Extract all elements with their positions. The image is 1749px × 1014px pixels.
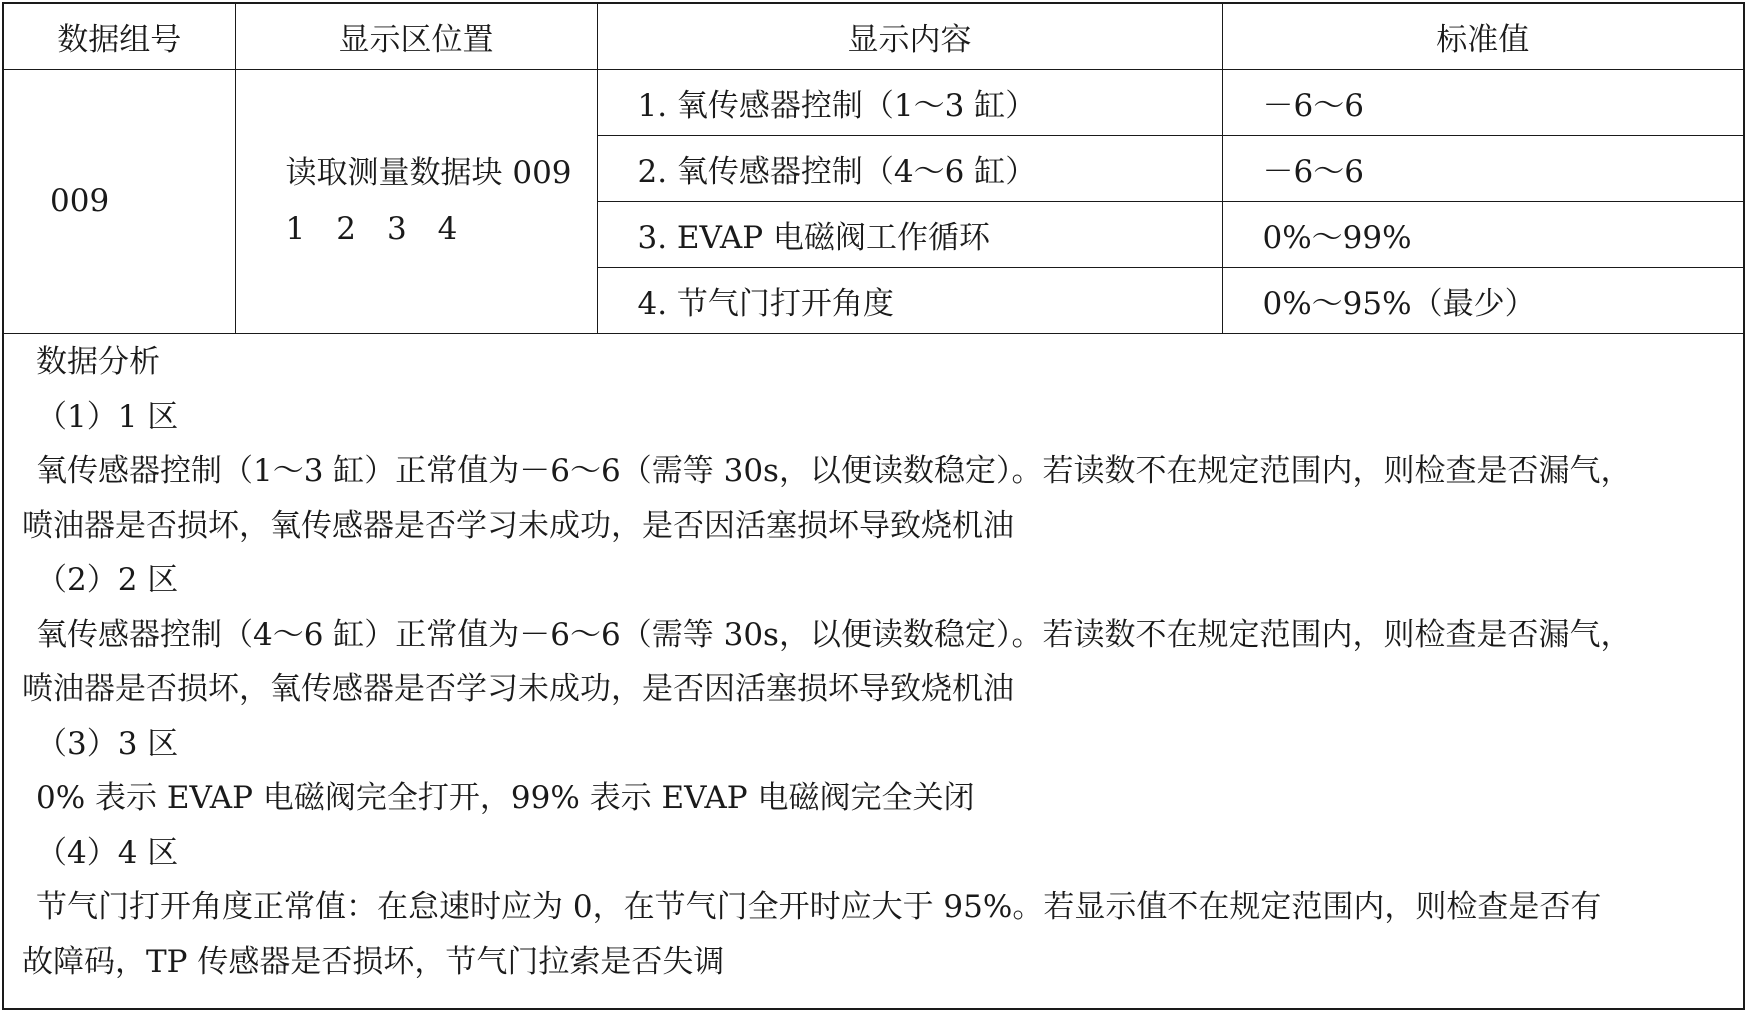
header-display-content: 显示内容 xyxy=(597,4,1222,69)
zone-text: 0% 表示 EVAP 电磁阀完全打开，99% 表示 EVAP 电磁阀完全关闭 xyxy=(36,780,975,816)
zone-heading: （4）4 区 xyxy=(36,834,179,871)
zone-text: 节气门打开角度正常值：在怠速时应为 0，在节气门全开时应大于 95%。若显示值不在规定范围内，则检查是否有 xyxy=(36,889,1602,925)
standard-cell: －6～6 xyxy=(1222,135,1743,201)
content-cell: 2. 氧传感器控制（4～6 缸） xyxy=(597,135,1222,201)
header-standard-value: 标准值 xyxy=(1222,4,1743,69)
header-row xyxy=(4,4,1743,69)
zone-text: 喷油器是否损坏，氧传感器是否学习未成功，是否因活塞损坏导致烧机油 xyxy=(22,507,1014,544)
zone-heading: （1）1 区 xyxy=(36,398,179,435)
zone-text: 喷油器是否损坏，氧传感器是否学习未成功，是否因活塞损坏导致烧机油 xyxy=(22,671,1014,707)
zone-heading: （2）2 区 xyxy=(36,562,179,598)
display-position-line1: 读取测量数据块 009 xyxy=(285,155,572,191)
content-cell: 1. 氧传感器控制（1～3 缸） xyxy=(597,69,1222,135)
zone-heading: （3）3 区 xyxy=(36,725,179,762)
table-row xyxy=(4,69,1743,135)
group-number-cell: 009 xyxy=(4,69,235,333)
content-cell: 4. 节气门打开角度 xyxy=(597,267,1222,333)
standard-cell: －6～6 xyxy=(1222,69,1743,135)
document-frame xyxy=(2,2,1745,1010)
display-position-cell xyxy=(235,69,597,333)
zone-text: 故障码，TP 传感器是否损坏，节气门拉索是否失调 xyxy=(22,943,725,980)
standard-cell: 0%～95%（最少） xyxy=(1222,267,1743,333)
analysis-title: 数据分析 xyxy=(36,344,160,380)
spec-table xyxy=(4,4,1743,334)
zone-text: 氧传感器控制（1～3 缸）正常值为－6～6（需等 30s，以便读数稳定）。若读数不在规定范围内，则检查是否漏气， xyxy=(36,453,1632,489)
zone-text: 氧传感器控制（4～6 缸）正常值为－6～6（需等 30s，以便读数稳定）。若读数不在规定范围内，则检查是否漏气， xyxy=(36,616,1632,653)
standard-cell: 0%～99% xyxy=(1222,201,1743,267)
header-group-number: 数据组号 xyxy=(4,4,235,69)
display-position-line2: 1 2 3 4 xyxy=(285,211,458,247)
content-cell: 3. EVAP 电磁阀工作循环 xyxy=(597,201,1222,267)
analysis-section xyxy=(4,335,1743,989)
header-display-position: 显示区位置 xyxy=(235,4,597,69)
